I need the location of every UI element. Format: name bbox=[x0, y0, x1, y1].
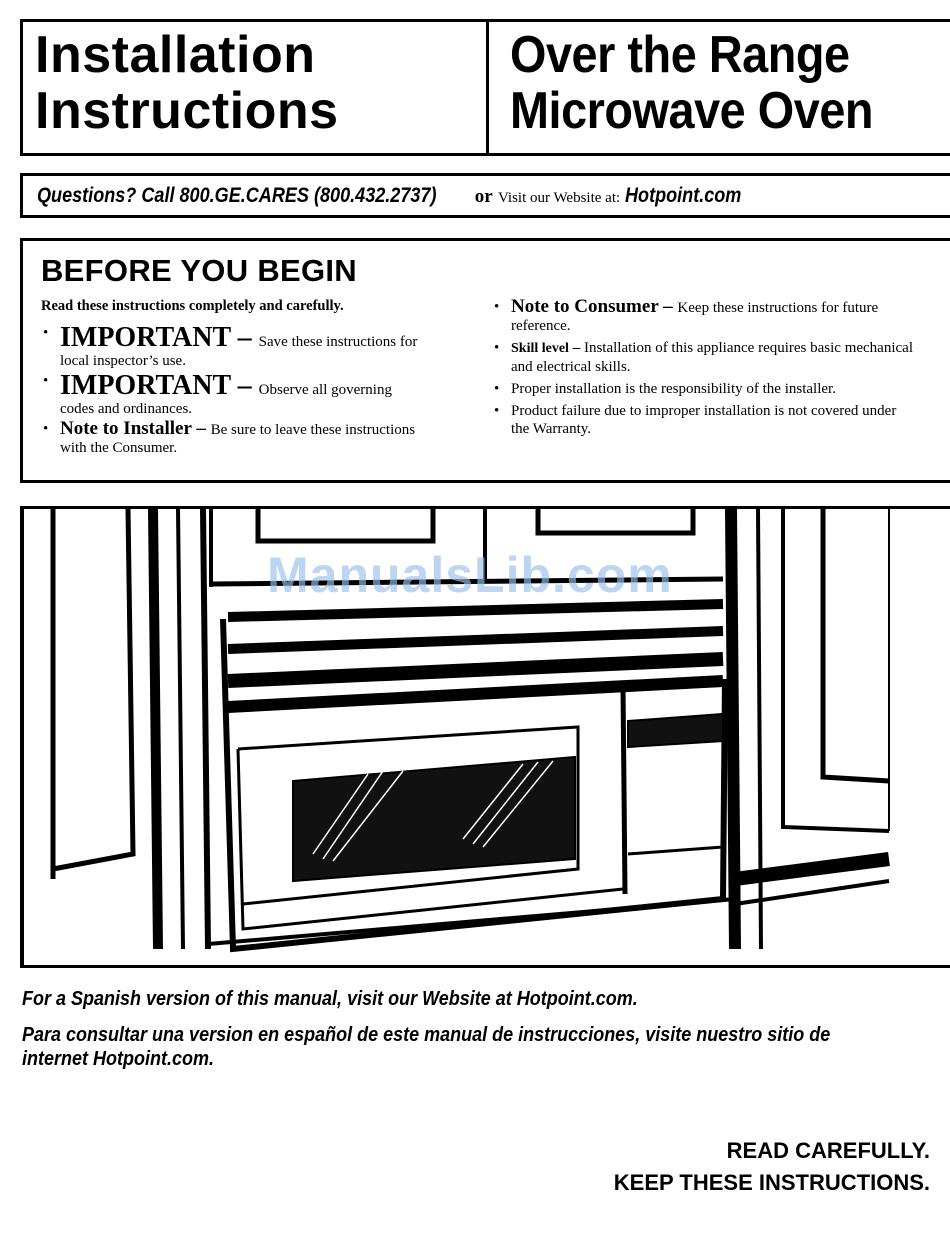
list-item: • IMPORTANT – Save these instructions for local inspector’s use. bbox=[41, 324, 426, 370]
right-bullet-list bbox=[492, 298, 917, 442]
list-item: • Product failure due to improper installation is not covered under the Warranty. bbox=[492, 402, 917, 438]
call-text: Questions? Call 800.GE.CARES (800.432.2737) bbox=[37, 184, 437, 207]
website-link[interactable]: Hotpoint.com bbox=[625, 184, 742, 207]
title-line-2: Instructions bbox=[35, 82, 339, 140]
visit-text: Visit our Website at: bbox=[497, 190, 621, 206]
list-item: • Proper installation is the responsibility of the installer. bbox=[492, 380, 917, 398]
left-bullet-list bbox=[41, 324, 426, 461]
list-item: • Note to Consumer – Keep these instructions for future reference. bbox=[492, 298, 917, 335]
list-item: • Skill level – Installation of this appliance requires basic mechanical and electrical skills. bbox=[492, 339, 917, 376]
spanish-version-note-es: Para consultar una version en español de este manual de instrucciones, visite nuestro sitio de internet Hotpoint.com. bbox=[22, 1024, 831, 1070]
before-you-begin-title: BEFORE YOU BEGIN bbox=[41, 253, 357, 288]
list-item: • IMPORTANT – Observe all governing codes and ordinances. bbox=[41, 372, 426, 418]
title-line-1: Installation bbox=[35, 26, 316, 84]
read-carefully-line: READ CAREFULLY. bbox=[726, 1138, 930, 1163]
document-title bbox=[35, 27, 339, 139]
watermark: ManualsLib.com bbox=[267, 547, 673, 603]
product-line-2: Microwave Oven bbox=[510, 82, 874, 140]
keep-instructions-line: KEEP THESE INSTRUCTIONS. bbox=[613, 1170, 930, 1195]
spanish-version-note: For a Spanish version of this manual, visit our Website at Hotpoint.com. bbox=[22, 988, 638, 1010]
title-divider bbox=[486, 19, 489, 156]
before-you-begin-intro: Read these instructions completely and carefully. bbox=[41, 298, 344, 314]
questions-line bbox=[37, 183, 761, 208]
product-line-1: Over the Range bbox=[510, 26, 850, 84]
read-carefully-note bbox=[614, 1135, 930, 1199]
product-title bbox=[510, 27, 873, 139]
list-item: • Note to Installer – Be sure to leave these instructions with the Consumer. bbox=[41, 420, 426, 457]
or-text: or bbox=[474, 186, 493, 207]
